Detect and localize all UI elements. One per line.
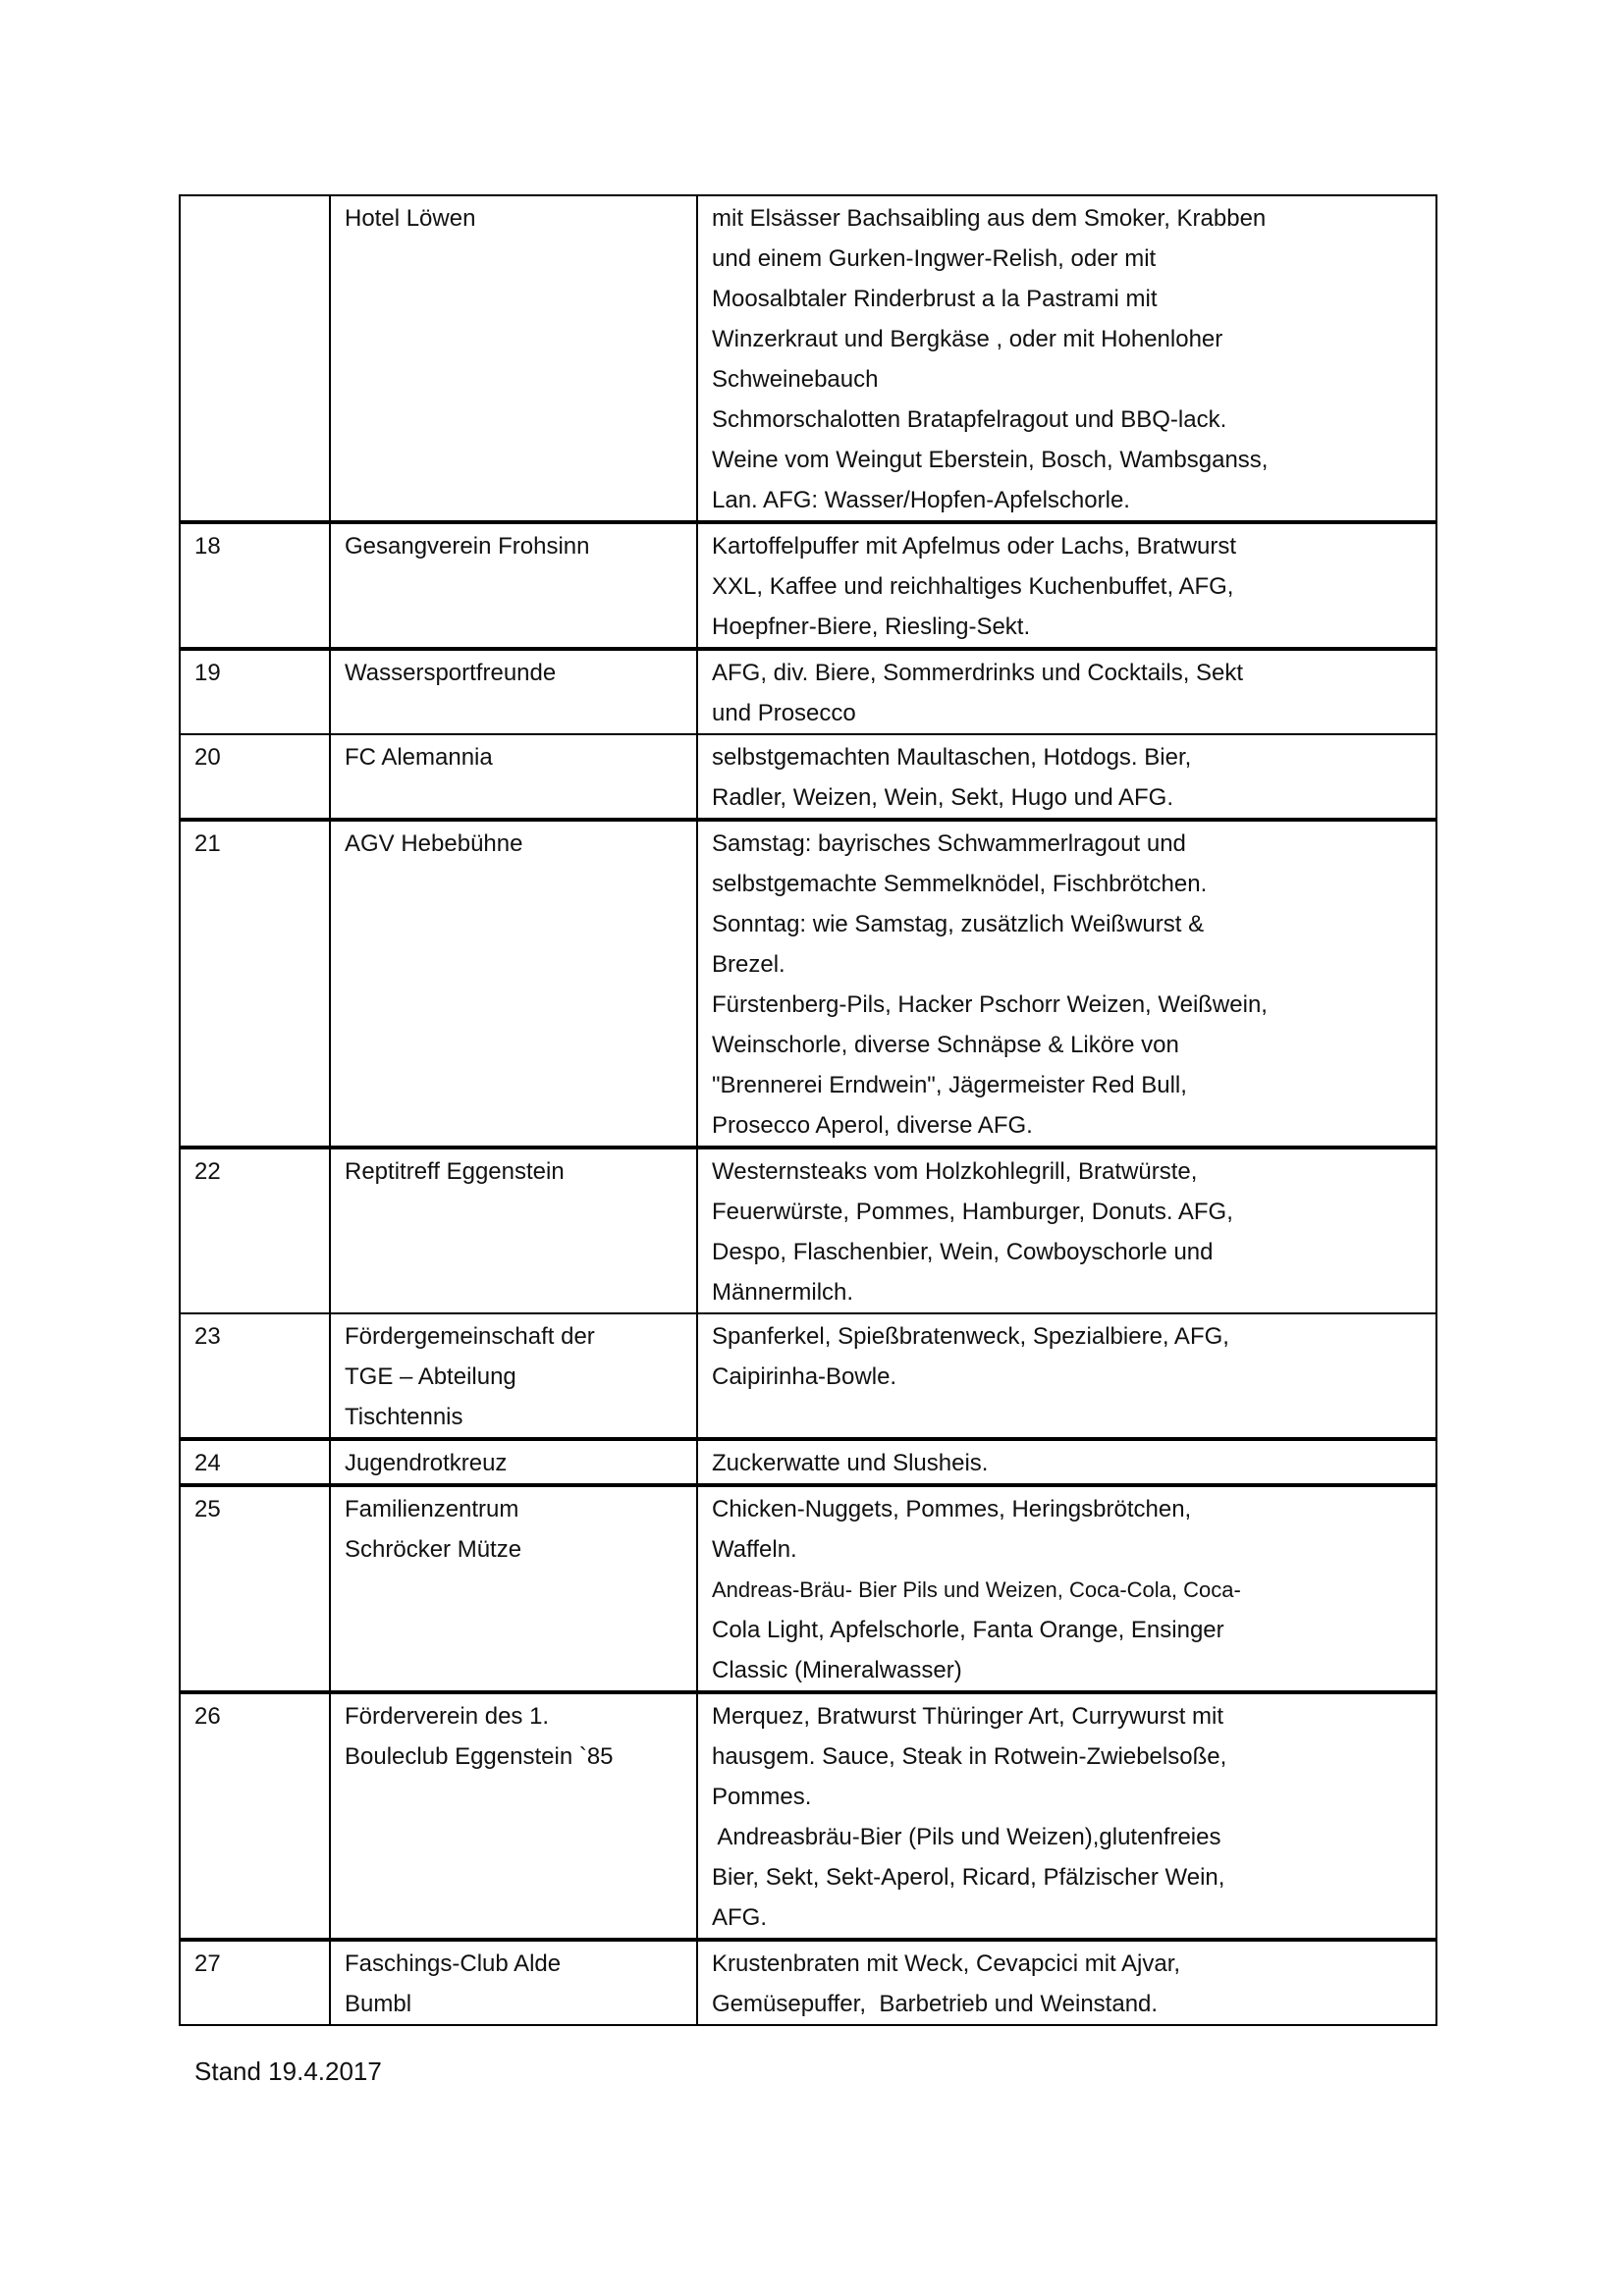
description-line: Zuckerwatte und Slusheis.: [712, 1450, 989, 1476]
description-line: Classic (Mineralwasser): [712, 1657, 962, 1683]
vendor-name: [330, 734, 697, 820]
description-line: Despo, Flaschenbier, Wein, Cowboyschorle und: [712, 1239, 1214, 1265]
vendor-name: [330, 1148, 697, 1313]
table-row: [180, 195, 1436, 522]
vendor-name-line: Fördergemeinschaft der: [345, 1323, 595, 1350]
table-row: [180, 1148, 1436, 1313]
vendor-name-line: Faschings-Club Alde: [345, 1950, 562, 1977]
offer-description: [697, 820, 1436, 1148]
vendor-name-line: Wassersportfreunde: [345, 660, 557, 686]
vendor-name: [330, 1940, 697, 2025]
stand-number: 20: [180, 734, 330, 820]
offer-description: [697, 1940, 1436, 2025]
description-line: Krustenbraten mit Weck, Cevapcici mit Ajvar,: [712, 1950, 1181, 1977]
stand-number: 25: [180, 1485, 330, 1692]
description-line: Prosecco Aperol, diverse AFG.: [712, 1112, 1033, 1139]
vendor-name: [330, 649, 697, 734]
description-line: und einem Gurken-Ingwer-Relish, oder mit: [712, 245, 1157, 272]
description-line: selbstgemachte Semmelknödel, Fischbrötchen.: [712, 871, 1208, 897]
description-line: hausgem. Sauce, Steak in Rotwein-Zwiebelsoße,: [712, 1743, 1227, 1770]
vendor-name: [330, 522, 697, 649]
description-line: Andreasbräu-Bier (Pils und Weizen),glutenfreies: [712, 1824, 1221, 1850]
description-line: Gemüsepuffer, Barbetrieb und Weinstand.: [712, 1991, 1159, 2017]
vendor-name-line: Bumbl: [345, 1991, 412, 2017]
description-line: Cola Light, Apfelschorle, Fanta Orange, Ensinger: [712, 1617, 1224, 1643]
vendor-name: [330, 1485, 697, 1692]
description-line: "Brennerei Erndwein", Jägermeister Red Bull,: [712, 1072, 1187, 1098]
description-line: Spanferkel, Spießbratenweck, Spezialbiere, AFG,: [712, 1323, 1229, 1350]
description-line: AFG.: [712, 1904, 768, 1931]
table-row: [180, 649, 1436, 734]
vendor-name-line: AGV Hebebühne: [345, 830, 523, 857]
description-line: Fürstenberg-Pils, Hacker Pschorr Weizen, Weißwein,: [712, 991, 1268, 1018]
vendor-name-line: Schröcker Mütze: [345, 1536, 522, 1563]
stand-number: 19: [180, 649, 330, 734]
description-line: Weinschorle, diverse Schnäpse & Liköre von: [712, 1032, 1179, 1058]
description-line: Waffeln.: [712, 1536, 797, 1563]
vendor-name: [330, 1692, 697, 1940]
offer-description: [697, 1148, 1436, 1313]
offer-description: [697, 1313, 1436, 1439]
status-date-text: Stand 19.4.2017: [194, 2056, 382, 2086]
table-row: [180, 1940, 1436, 2025]
vendor-name: [330, 1313, 697, 1439]
vendor-name-line: Förderverein des 1.: [345, 1703, 550, 1730]
description-line: Hoepfner-Biere, Riesling-Sekt.: [712, 614, 1031, 640]
vendor-name-line: Hotel Löwen: [345, 205, 476, 232]
offer-description: [697, 522, 1436, 649]
vendor-name: [330, 820, 697, 1148]
description-line: Winzerkraut und Bergkäse , oder mit Hohenloher: [712, 326, 1223, 352]
offer-description: [697, 1692, 1436, 1940]
description-line: Weine vom Weingut Eberstein, Bosch, Wambsganss,: [712, 447, 1269, 473]
vendor-name-line: Reptitreff Eggenstein: [345, 1158, 565, 1185]
vendor-name: [330, 195, 697, 522]
table-row: [180, 1439, 1436, 1485]
description-line: Schweinebauch: [712, 366, 879, 393]
vendor-name-line: FC Alemannia: [345, 744, 493, 771]
description-line: Andreas-Bräu- Bier Pils und Weizen, Coca-Cola, Coca-: [712, 1577, 1241, 1602]
stand-number: 18: [180, 522, 330, 649]
stand-number: [180, 195, 330, 522]
offer-description: [697, 734, 1436, 820]
vendor-menu-table: [179, 194, 1437, 2026]
description-line: AFG, div. Biere, Sommerdrinks und Cocktails, Sekt: [712, 660, 1244, 686]
stand-number: 23: [180, 1313, 330, 1439]
stand-number: 24: [180, 1439, 330, 1485]
description-line: Lan. AFG: Wasser/Hopfen-Apfelschorle.: [712, 487, 1130, 513]
stand-number: 26: [180, 1692, 330, 1940]
vendor-name-line: TGE – Abteilung: [345, 1363, 516, 1390]
description-line: Radler, Weizen, Wein, Sekt, Hugo und AFG.: [712, 784, 1174, 811]
vendor-name-line: Tischtennis: [345, 1404, 463, 1430]
description-line: Sonntag: wie Samstag, zusätzlich Weißwurst &: [712, 911, 1205, 937]
table-row: [180, 1485, 1436, 1692]
stand-number: 22: [180, 1148, 330, 1313]
description-line: Caipirinha-Bowle.: [712, 1363, 897, 1390]
table-row: [180, 1313, 1436, 1439]
description-line: selbstgemachten Maultaschen, Hotdogs. Bier,: [712, 744, 1192, 771]
vendor-name-line: Bouleclub Eggenstein `85: [345, 1743, 614, 1770]
description-line: Brezel.: [712, 951, 785, 978]
description-line: Merquez, Bratwurst Thüringer Art, Currywurst mit: [712, 1703, 1224, 1730]
description-line: Samstag: bayrisches Schwammerlragout und: [712, 830, 1186, 857]
offer-description: [697, 1439, 1436, 1485]
description-line: Schmorschalotten Bratapfelragout und BBQ-lack.: [712, 406, 1227, 433]
vendor-name-line: Gesangverein Frohsinn: [345, 533, 590, 560]
description-line: Bier, Sekt, Sekt-Aperol, Ricard, Pfälzischer Wein,: [712, 1864, 1225, 1891]
offer-description: [697, 1485, 1436, 1692]
description-line: Moosalbtaler Rinderbrust a la Pastrami mit: [712, 286, 1158, 312]
table-row: [180, 522, 1436, 649]
description-line: XXL, Kaffee und reichhaltiges Kuchenbuffet, AFG,: [712, 573, 1234, 600]
table-row: [180, 734, 1436, 820]
offer-description: [697, 649, 1436, 734]
offer-description: [697, 195, 1436, 522]
table-row: [180, 820, 1436, 1148]
stand-number: 21: [180, 820, 330, 1148]
description-line: Feuerwürste, Pommes, Hamburger, Donuts. AFG,: [712, 1199, 1233, 1225]
table-row: [180, 1692, 1436, 1940]
description-line: Männermilch.: [712, 1279, 854, 1306]
description-line: mit Elsässer Bachsaibling aus dem Smoker, Krabben: [712, 205, 1267, 232]
vendor-name-line: Familienzentrum: [345, 1496, 519, 1522]
description-line: Kartoffelpuffer mit Apfelmus oder Lachs, Bratwurst: [712, 533, 1237, 560]
description-line: Chicken-Nuggets, Pommes, Heringsbrötchen,: [712, 1496, 1192, 1522]
description-line: Pommes.: [712, 1784, 812, 1810]
description-line: und Prosecco: [712, 700, 856, 726]
description-line: Westernsteaks vom Holzkohlegrill, Bratwürste,: [712, 1158, 1198, 1185]
vendor-name: [330, 1439, 697, 1485]
stand-number: 27: [180, 1940, 330, 2025]
vendor-name-line: Jugendrotkreuz: [345, 1450, 508, 1476]
